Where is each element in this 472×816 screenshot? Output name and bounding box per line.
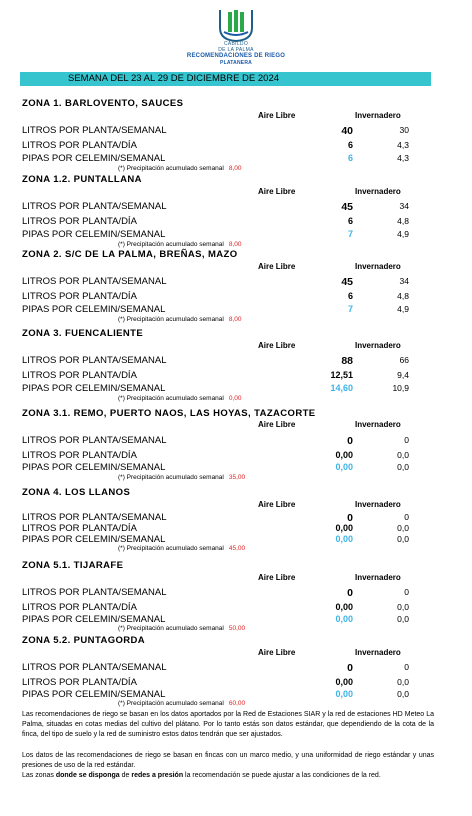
aire-libre-value: 6	[347, 153, 353, 163]
invernadero-value: 4,8	[397, 291, 409, 301]
aire-libre-value: 7	[347, 304, 353, 314]
precipitation-note	[118, 625, 245, 632]
col-header-invernadero: Invernadero	[355, 573, 401, 582]
row-label: LITROS POR PLANTA/SEMANAL	[22, 662, 167, 673]
invernadero-value: 4,9	[397, 304, 409, 314]
table-row	[0, 291, 472, 303]
invernadero-value: 0,0	[397, 534, 409, 544]
table-row	[0, 602, 472, 614]
row-label: PIPAS POR CELEMIN/SEMANAL	[22, 689, 166, 700]
table-row	[0, 370, 472, 382]
row-label: PIPAS POR CELEMIN/SEMANAL	[22, 534, 166, 545]
invernadero-value: 0	[404, 587, 409, 597]
precipitation-note	[118, 545, 245, 552]
row-label: LITROS POR PLANTA/DÍA	[22, 291, 137, 302]
zone-title: ZONA 4. LOS LLANOS	[22, 487, 131, 498]
row-label: LITROS POR PLANTA/DÍA	[22, 450, 137, 461]
row-label: LITROS POR PLANTA/SEMANAL	[22, 587, 167, 598]
row-label: LITROS POR PLANTA/SEMANAL	[22, 355, 167, 366]
invernadero-value: 0,0	[397, 689, 409, 699]
col-header-aire-libre: Aire Libre	[258, 648, 296, 657]
table-row	[0, 587, 472, 599]
col-header-aire-libre: Aire Libre	[258, 262, 296, 271]
aire-libre-value: 0,00	[335, 462, 353, 472]
row-label: PIPAS POR CELEMIN/SEMANAL	[22, 229, 166, 240]
aire-libre-value: 0	[347, 435, 353, 447]
precipitation-value: 8,00	[228, 316, 242, 323]
precipitation-note	[118, 316, 242, 323]
aire-libre-value: 45	[341, 276, 353, 288]
aire-libre-value: 7	[347, 229, 353, 239]
aire-libre-value: 0,00	[335, 689, 353, 699]
org-line-1: CABILDO	[223, 41, 249, 47]
doc-subtitle: PLATANERA	[220, 60, 252, 66]
row-label: LITROS POR PLANTA/SEMANAL	[22, 276, 167, 287]
precipitation-value: 35,00	[228, 474, 246, 481]
row-label: PIPAS POR CELEMIN/SEMANAL	[22, 614, 166, 625]
precipitation-label: (*) Precipitación acumulado semanal	[118, 316, 224, 323]
col-header-invernadero: Invernadero	[355, 648, 401, 657]
col-header-invernadero: Invernadero	[355, 262, 401, 271]
col-header-aire-libre: Aire Libre	[258, 420, 296, 429]
invernadero-value: 4,3	[397, 140, 409, 150]
zone-title: ZONA 5.1. TIJARAFE	[22, 560, 124, 571]
precipitation-label: (*) Precipitación acumulado semanal	[118, 241, 224, 248]
row-label: LITROS POR PLANTA/SEMANAL	[22, 125, 167, 136]
invernadero-value: 0,0	[397, 450, 409, 460]
zone-title: ZONA 1.2. PUNTALLANA	[22, 174, 142, 185]
table-row	[0, 216, 472, 228]
table-row	[0, 355, 472, 367]
invernadero-value: 10,9	[392, 383, 409, 393]
col-header-aire-libre: Aire Libre	[258, 341, 296, 350]
aire-libre-value: 45	[341, 201, 353, 213]
aire-libre-value: 0,00	[335, 534, 353, 544]
col-header-invernadero: Invernadero	[355, 420, 401, 429]
cabildo-logo-icon	[214, 8, 258, 42]
invernadero-value: 66	[399, 355, 409, 365]
col-header-aire-libre: Aire Libre	[258, 500, 296, 509]
table-row	[0, 435, 472, 447]
precipitation-value: 50,00	[228, 625, 246, 632]
row-label: LITROS POR PLANTA/DÍA	[22, 602, 137, 613]
aire-libre-value: 0	[347, 662, 353, 674]
precipitation-value: 8,00	[228, 165, 242, 172]
aire-libre-value: 0,00	[335, 602, 353, 612]
invernadero-value: 0	[404, 512, 409, 522]
aire-libre-value: 0	[347, 512, 353, 524]
invernadero-value: 0,0	[397, 462, 409, 472]
precipitation-label: (*) Precipitación acumulado semanal	[118, 625, 224, 632]
table-row	[0, 125, 472, 137]
invernadero-value: 0,0	[397, 523, 409, 533]
aire-libre-value: 0,00	[335, 614, 353, 624]
col-header-invernadero: Invernadero	[355, 111, 401, 120]
invernadero-value: 4,3	[397, 153, 409, 163]
invernadero-value: 4,8	[397, 216, 409, 226]
table-row	[0, 229, 472, 241]
row-label: PIPAS POR CELEMIN/SEMANAL	[22, 153, 166, 164]
col-header-aire-libre: Aire Libre	[258, 187, 296, 196]
invernadero-value: 0	[404, 662, 409, 672]
invernadero-value: 4,9	[397, 229, 409, 239]
precipitation-value: 8,00	[228, 241, 242, 248]
aire-libre-value: 40	[341, 125, 353, 137]
precipitation-value: 0,00	[228, 395, 242, 402]
org-line-2: DE LA PALMA	[218, 47, 254, 53]
aire-libre-value: 6	[347, 291, 353, 301]
table-row	[0, 140, 472, 152]
table-row	[0, 677, 472, 689]
row-label: LITROS POR PLANTA/DÍA	[22, 677, 137, 688]
row-label: LITROS POR PLANTA/DÍA	[22, 523, 137, 534]
precipitation-note	[118, 395, 242, 402]
precipitation-note	[118, 474, 245, 481]
precipitation-note	[118, 700, 245, 707]
precipitation-value: 60,00	[228, 700, 246, 707]
footer-note-3: Las zonas donde se disponga de redes a presión la recomendación se puede ajustar a las condiciones de la red.	[22, 772, 381, 779]
row-label: LITROS POR PLANTA/DÍA	[22, 140, 137, 151]
precipitation-label: (*) Precipitación acumulado semanal	[118, 165, 224, 172]
invernadero-value: 0,0	[397, 602, 409, 612]
table-row	[0, 201, 472, 213]
week-banner: SEMANA DEL 23 AL 29 DE DICIEMBRE DE 2024	[20, 72, 431, 86]
row-label: LITROS POR PLANTA/SEMANAL	[22, 201, 167, 212]
table-row	[0, 383, 472, 395]
aire-libre-value: 6	[347, 216, 353, 226]
precipitation-note	[118, 241, 242, 248]
col-header-invernadero: Invernadero	[355, 500, 401, 509]
row-label: PIPAS POR CELEMIN/SEMANAL	[22, 304, 166, 315]
row-label: LITROS POR PLANTA/DÍA	[22, 216, 137, 227]
table-row	[0, 276, 472, 288]
table-row	[0, 450, 472, 462]
table-row	[0, 153, 472, 165]
invernadero-value: 9,4	[397, 370, 409, 380]
col-header-aire-libre: Aire Libre	[258, 111, 296, 120]
row-label: LITROS POR PLANTA/DÍA	[22, 370, 137, 381]
table-row	[0, 304, 472, 316]
table-row	[0, 662, 472, 674]
precipitation-label: (*) Precipitación acumulado semanal	[118, 545, 224, 552]
aire-libre-value: 0,00	[335, 523, 353, 533]
aire-libre-value: 0,00	[335, 677, 353, 687]
row-label: LITROS POR PLANTA/SEMANAL	[22, 512, 167, 523]
aire-libre-value: 0	[347, 587, 353, 599]
precipitation-label: (*) Precipitación acumulado semanal	[118, 474, 224, 481]
precipitation-value: 45,00	[228, 545, 246, 552]
invernadero-value: 0,0	[397, 677, 409, 687]
zone-title: ZONA 1. BARLOVENTO, SAUCES	[22, 98, 184, 109]
invernadero-value: 34	[399, 201, 409, 211]
aire-libre-value: 14,60	[330, 383, 353, 393]
invernadero-value: 0	[404, 435, 409, 445]
col-header-aire-libre: Aire Libre	[258, 573, 296, 582]
invernadero-value: 0,0	[397, 614, 409, 624]
aire-libre-value: 12,51	[330, 370, 353, 380]
row-label: LITROS POR PLANTA/SEMANAL	[22, 435, 167, 446]
col-header-invernadero: Invernadero	[355, 187, 401, 196]
aire-libre-value: 0,00	[335, 450, 353, 460]
precipitation-label: (*) Precipitación acumulado semanal	[118, 700, 224, 707]
aire-libre-value: 88	[341, 355, 353, 367]
footer-note-2: Los datos de las recomendaciones de riego se basan en fincas con un marco medio, y una uniformidad de riego estándar y unas presiones de uso de la red estándar.	[22, 752, 434, 769]
invernadero-value: 34	[399, 276, 409, 286]
row-label: PIPAS POR CELEMIN/SEMANAL	[22, 462, 166, 473]
col-header-invernadero: Invernadero	[355, 341, 401, 350]
zone-title: ZONA 3.1. REMO, PUERTO NAOS, LAS HOYAS, TAZACORTE	[22, 408, 316, 419]
zone-title: ZONA 5.2. PUNTAGORDA	[22, 635, 146, 646]
row-label: PIPAS POR CELEMIN/SEMANAL	[22, 383, 166, 394]
zone-title: ZONA 2. S/C DE LA PALMA, BREÑAS, MAZO	[22, 249, 238, 260]
precipitation-note	[118, 165, 242, 172]
table-row	[0, 462, 472, 474]
invernadero-value: 30	[399, 125, 409, 135]
doc-title: RECOMENDACIONES DE RIEGO	[186, 53, 286, 59]
aire-libre-value: 6	[347, 140, 353, 150]
zone-title: ZONA 3. FUENCALIENTE	[22, 328, 144, 339]
precipitation-label: (*) Precipitación acumulado semanal	[118, 395, 224, 402]
footer-note-1: Las recomendaciones de riego se basan en los datos aportados por la Red de Estaciones SIAR y la red de estaciones HD Meteo La Palma, situadas en cotas medias del cultivo del plátano. Por lo tanto estás son datos estándar, que dependiendo de la cota de la finca, del tipo de suelo y la red de suministro estos datos tendrán que ser ajustados.	[22, 711, 434, 738]
